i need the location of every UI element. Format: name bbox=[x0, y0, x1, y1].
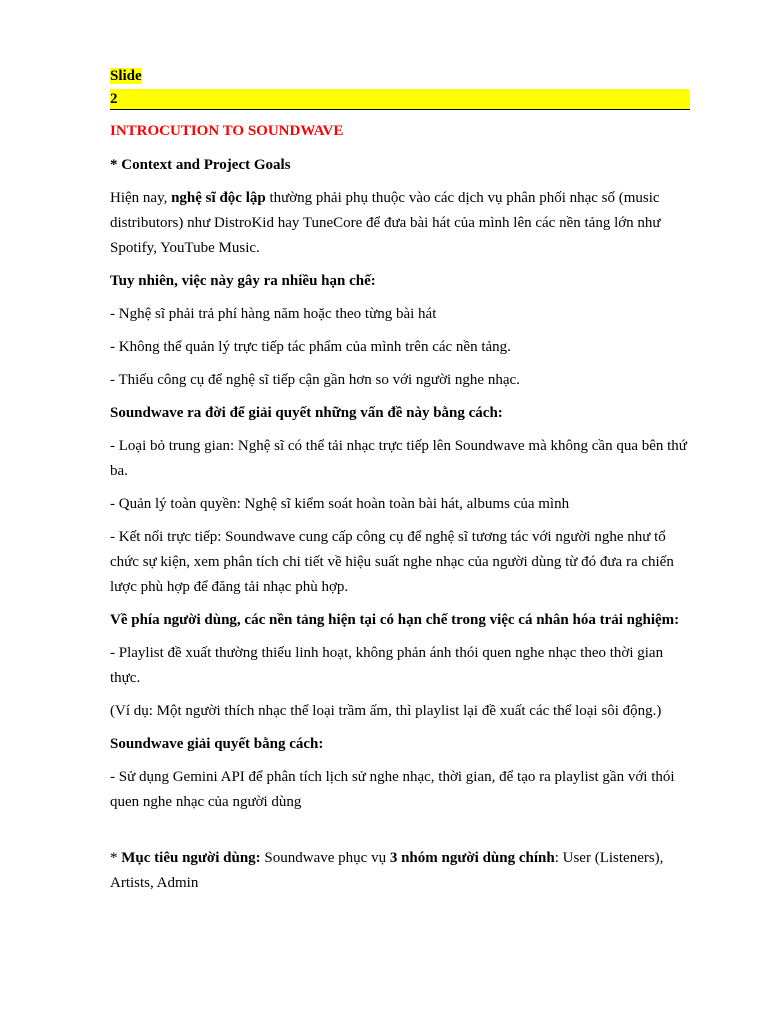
target-label: Mục tiêu người dùng: bbox=[121, 850, 261, 866]
target-users-paragraph: * Mục tiêu người dùng: Soundwave phục vụ 3 nhóm người dùng chính: User (Listeners), Artists, Admin bbox=[110, 850, 664, 891]
user-side-heading: Về phía người dùng, các nền tảng hiện tại có hạn chế trong việc cá nhân hóa trải nghiệm: bbox=[110, 612, 680, 628]
slide-label: Slide bbox=[110, 68, 142, 84]
intro-paragraph: Hiện nay, nghệ sĩ độc lập thường phải phụ thuộc vào các dịch vụ phân phối nhạc số (music distributors) như DistroKid hay TuneCore để đưa bài hát của mình lên các nền tảng lớn như Spotify, YouTube Music. bbox=[110, 190, 661, 256]
user-side-item: - Playlist đề xuất thường thiếu linh hoạt, không phản ánh thói quen nghe nhạc theo thời gian thực. bbox=[110, 645, 664, 686]
spacer bbox=[110, 823, 692, 846]
user-side-example: (Ví dụ: Một người thích nhạc thể loại trầm ấm, thì playlist lại đề xuất các thể loại sôi động.) bbox=[110, 703, 662, 719]
slide-number-rule bbox=[110, 89, 690, 110]
limitation-item: - Không thể quản lý trực tiếp tác phẩm của mình trên các nền tảng. bbox=[110, 339, 511, 355]
solution-item: - Kết nối trực tiếp: Soundwave cung cấp công cụ để nghệ sĩ tương tác với người nghe như tổ chức sự kiện, xem phân tích chi tiết về hiệu suất nghe nhạc của người dùng từ đó đưa ra chiến lược phù hợp để đăng tải nhạc phù hợp. bbox=[110, 529, 674, 595]
document-page bbox=[110, 64, 692, 904]
target-groups: 3 nhóm người dùng chính bbox=[389, 850, 555, 866]
slide-number: 2 bbox=[110, 91, 118, 107]
solution-item: - Quản lý toàn quyền: Nghệ sĩ kiểm soát hoàn toàn bài hát, albums của mình bbox=[110, 496, 570, 512]
solution-item: - Loại bỏ trung gian: Nghệ sĩ có thể tải nhạc trực tiếp lên Soundwave mà không cần qua bên thứ ba. bbox=[110, 438, 687, 479]
limitations-heading: Tuy nhiên, việc này gây ra nhiều hạn chế: bbox=[110, 273, 376, 289]
solution-heading: Soundwave ra đời để giải quyết những vấn đề này bằng cách: bbox=[110, 405, 503, 421]
user-solution-item: - Sử dụng Gemini API để phân tích lịch sử nghe nhạc, thời gian, để tạo ra playlist gần với thói quen nghe nhạc của người dùng bbox=[110, 769, 675, 810]
user-solution-heading: Soundwave giải quyết bằng cách: bbox=[110, 736, 324, 752]
document-title: INTROCUTION TO SOUNDWAVE bbox=[110, 123, 344, 139]
limitation-item: - Nghệ sĩ phải trả phí hàng năm hoặc theo từng bài hát bbox=[110, 306, 437, 322]
context-heading: * Context and Project Goals bbox=[110, 157, 291, 173]
intro-bold: nghệ sĩ độc lập bbox=[171, 190, 266, 206]
limitation-item: - Thiếu công cụ để nghệ sĩ tiếp cận gần hơn so với người nghe nhạc. bbox=[110, 372, 520, 388]
